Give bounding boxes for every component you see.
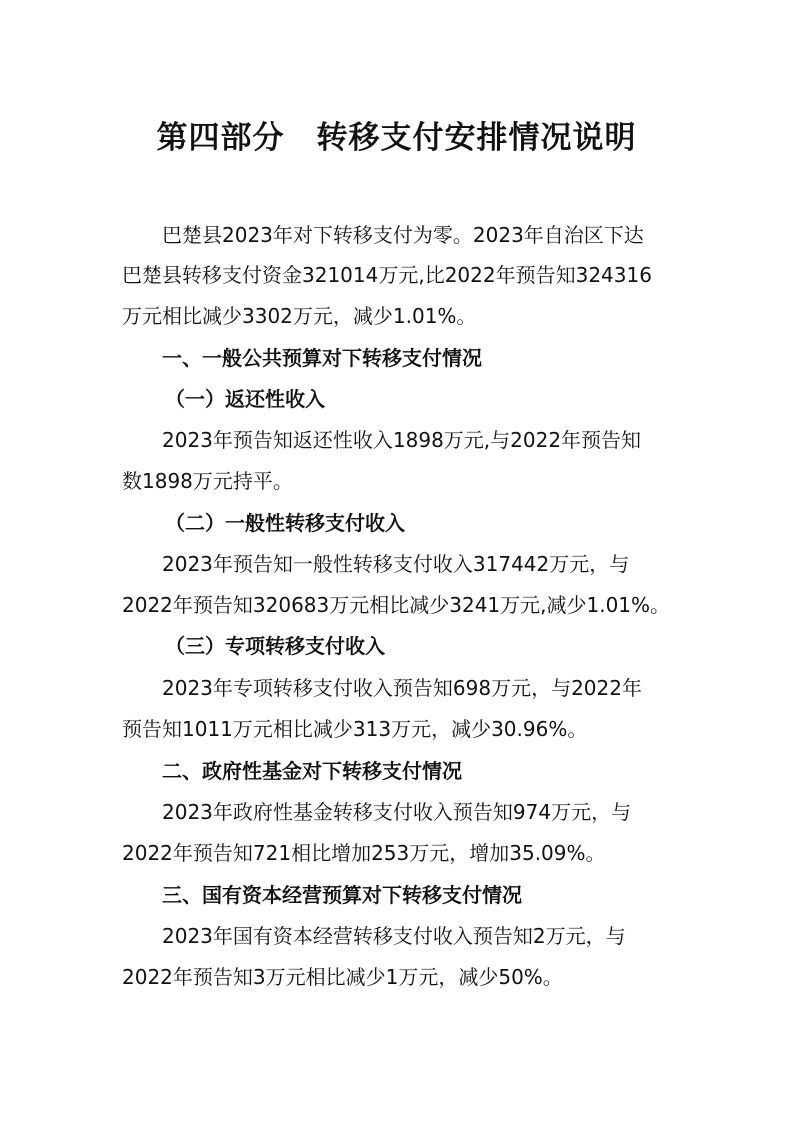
section1-sub1-line-1: 2023年预告知返还性收入1898万元,与2022年预告知	[162, 428, 642, 452]
section3-heading: 三、国有资本经营预算对下转移支付情况	[162, 883, 522, 907]
section1-sub2-line-2: 2022年预告知320683万元相比减少3241万元,减少1.01%。	[122, 593, 671, 617]
section2-line-2: 2022年预告知721相比增加253万元，增加35.09%。	[122, 841, 606, 865]
section1-sub1-heading: （一）返还性收入	[165, 387, 325, 411]
section3-line-1: 2023年国有资本经营转移支付收入预告知2万元，与	[162, 924, 626, 948]
section1-sub1-line-2: 数1898万元持平。	[122, 469, 293, 493]
section1-sub3-line-2: 预告知1011万元相比减少313万元，减少30.96%。	[122, 717, 588, 741]
section1-sub2-line-1: 2023年预告知一般性转移支付收入317442万元，与	[162, 552, 630, 576]
section1-sub3-line-1: 2023年专项转移支付收入预告知698万元，与2022年	[162, 676, 642, 700]
section1-sub2-heading: （二）一般性转移支付收入	[165, 511, 405, 535]
section2-line-1: 2023年政府性基金转移支付收入预告知974万元，与	[162, 800, 632, 824]
section1-sub3-heading: （三）专项转移支付收入	[165, 634, 385, 658]
section3-line-2: 2022年预告知3万元相比减少1万元，减少50%。	[122, 965, 563, 989]
intro-line-3: 万元相比减少3302万元，减少1.01%。	[122, 304, 477, 328]
section2-heading: 二、政府性基金对下转移支付情况	[162, 759, 462, 783]
page-title: 第四部分 转移支付安排情况说明	[156, 120, 637, 156]
intro-line-1: 巴楚县2023年对下转移支付为零。2023年自治区下达	[162, 223, 644, 247]
intro-line-2: 巴楚县转移支付资金321014万元,比2022年预告知324316	[122, 263, 652, 287]
section1-heading: 一、一般公共预算对下转移支付情况	[162, 346, 482, 370]
